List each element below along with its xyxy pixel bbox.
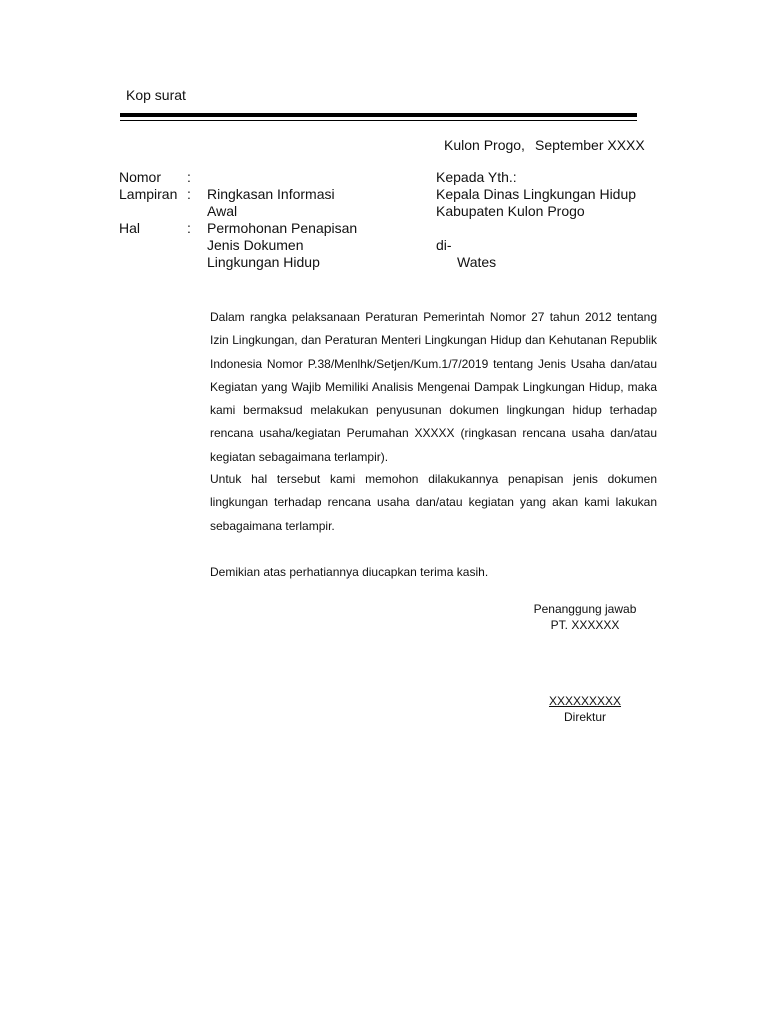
lampiran-colon: : (187, 186, 191, 202)
recipient-di: di- (436, 237, 452, 253)
letterhead-rule-thick (120, 113, 637, 117)
letter-place: Kulon Progo, (444, 137, 525, 153)
letterhead-label: Kop surat (126, 87, 186, 103)
closing-sentence: Demikian atas perhatiannya diucapkan terima kasih. (210, 565, 489, 579)
recipient-line1: Kepala Dinas Lingkungan Hidup (436, 186, 637, 202)
hal-label: Hal (119, 220, 141, 236)
signature-company: PT. XXXXXX (550, 618, 620, 632)
hal-value-line3: Lingkungan Hidup (207, 254, 320, 270)
letterhead-rule-thin (120, 120, 637, 121)
recipient-city: Wates (457, 254, 497, 270)
body-paragraph-1: Dalam rangka pelaksanaan Peraturan Pemerintah Nomor 27 tahun 2012 tentang Izin Lingkungan, dan Peraturan Menteri Lingkungan Hidup dan Kehutanan Republik Indonesia Nomor P.38/Menlhk/Setjen/Kum.1/7/2019 tentang Jenis Usaha dan/atau Kegiatan yang Wajib Memiliki Analisis Mengenai Dampak Lingkungan Hidup, maka kami bermaksud melakukan penyusunan dokumen lingkungan hidup terhadap rencana usaha/kegiatan Perumahan XXXXX (ringkasan rencana usaha dan/atau kegiatan sebagaimana terlampir). (210, 310, 657, 464)
nomor-colon: : (187, 169, 191, 185)
letter-date: September XXXX (535, 137, 645, 153)
lampiran-value-line2: Awal (207, 203, 238, 219)
signature-role: Penanggung jawab (533, 602, 637, 616)
lampiran-value-line1: Ringkasan Informasi (207, 186, 335, 202)
hal-colon: : (187, 220, 191, 236)
nomor-label: Nomor (119, 169, 162, 185)
hal-value-line1: Permohonan Penapisan (207, 220, 358, 236)
body-paragraph-2: Untuk hal tersebut kami memohon dilakukannya penapisan jenis dokumen lingkungan terhadap rencana usaha dan/atau kegiatan yang akan kami lakukan sebagaimana terlampir. (210, 472, 657, 533)
signature-title: Direktur (563, 710, 606, 724)
recipient-greeting: Kepada Yth.: (436, 169, 517, 185)
hal-value-line2: Jenis Dokumen (207, 237, 304, 253)
signature-name: XXXXXXXXX (548, 694, 622, 708)
lampiran-label: Lampiran (119, 186, 178, 202)
recipient-line2: Kabupaten Kulon Progo (436, 203, 585, 219)
